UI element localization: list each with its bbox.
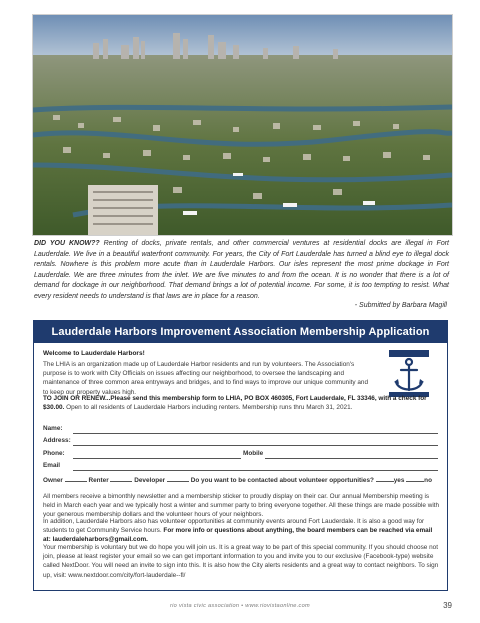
volunteer-text: In addition, Lauderdale Harbors also has volunteer opportunities at community events around Fort Lauderdale. It is also a good way for students to get Community Service hours. — [43, 518, 425, 535]
join-instructions-rest: Open to all residents of Lauderdale Harbors including renters. Membership runs thru March 31, 2021. — [64, 404, 353, 412]
volunteer-question: Do you want to be contacted about volunteer opportunities? — [190, 477, 374, 484]
developer-label: Developer — [134, 477, 166, 484]
renter-label: Renter — [88, 477, 109, 484]
did-you-know-body: Renting of docks, private rentals, and other commercial ventures at residential docks are illegal in Fort Lauderdale. We live in a beautiful waterfront community. For years, the City of Fort Lauderdale has turned a blind eye to illegal dock rentals. Nowhere is this problem more acute than in Lauderdale Harbors. Our isles represent the most prime dockage in Fort Lauderdale. We are three minutes from the inlet. We are five minutes to and from the ocean. It is no wonder that there is a lot of demand for dockage in our neighborhood. That demand brings a lot of potential income. For some, it is too tempting to resist. What every resident needs to understand is that laws are in place for a reason. — [34, 240, 449, 300]
page-number: 39 — [443, 601, 452, 610]
email-label: Email — [43, 462, 61, 469]
email-field[interactable] — [43, 462, 438, 472]
did-you-know-paragraph — [34, 239, 449, 303]
owner-checkbox[interactable] — [65, 475, 87, 482]
no-label: no — [424, 477, 432, 484]
name-line[interactable] — [73, 433, 438, 434]
aerial-photo-graphic — [33, 15, 452, 235]
mobile-label: Mobile — [243, 450, 264, 457]
intro-paragraph: The LHIA is an organization made up of Lauderdale Harbor residents and run by volunteers. The Association's purpose is to work with City Officials on issues affecting our neighborhood, to oversee the landscaping and maintenance of three common area entryways and bridges, and to find ways to improve our unique community and to keep our property values high. — [43, 361, 369, 396]
no-checkbox[interactable] — [406, 475, 424, 482]
volunteer-contact: For more info or questions about anything, the board members can be reached via email at: lauderdaleharbors@gmail.com. — [43, 527, 433, 544]
aerial-photo-fort-lauderdale — [32, 14, 453, 236]
association-logo — [387, 348, 431, 398]
name-label: Name: — [43, 425, 63, 432]
developer-checkbox[interactable] — [167, 475, 189, 482]
yes-checkbox[interactable] — [376, 475, 394, 482]
page-footer: rio vista civic association • www.riovistaonline.com — [169, 603, 311, 609]
phone-line[interactable] — [73, 458, 241, 459]
email-line[interactable] — [73, 470, 438, 471]
mobile-line[interactable] — [265, 458, 438, 459]
address-field[interactable] — [43, 437, 438, 447]
membership-type-row — [43, 475, 443, 484]
phone-label: Phone: — [43, 450, 65, 457]
address-line[interactable] — [73, 445, 438, 446]
renter-checkbox[interactable] — [110, 475, 132, 482]
name-field[interactable] — [43, 425, 438, 435]
yes-label: yes — [393, 477, 405, 484]
owner-label: Owner — [43, 477, 63, 484]
welcome-heading: Welcome to Lauderdale Harbors! — [43, 350, 145, 357]
anchor-icon — [387, 348, 431, 398]
address-label: Address: — [43, 437, 71, 444]
form-title: Lauderdale Harbors Improvement Association Membership Application — [34, 321, 447, 343]
join-instructions — [43, 394, 438, 412]
did-you-know-lead: DID YOU KNOW?? — [34, 240, 100, 247]
newsletter-paragraph: All members receive a bimonthly newsletter and a membership sticker to proudly display on their car. Our annual Membership meeting is held in March each year and we typically host a winter and summer party to bring everyone together. All these things are made possible with your generous membership dollars and the volunteer hours of your neighbors. — [43, 493, 440, 519]
article-signature: - Submitted by Barbara Magill — [354, 302, 447, 309]
membership-application-form — [33, 320, 448, 591]
phone-field[interactable] — [43, 450, 438, 460]
voluntary-membership-paragraph: Your membership is voluntary but we do hope you will join us. It is a great way to be part of this special community. If you should choose not join, please at least register your email so we can get important information to you and invite you to our exclusive (Facebook-type) website called NextDoor. You will need an invite to sign into this. It is also how the City alerts residents and a great way to contact neighbors. To sign up, visit: www.nextdoor.com/city/fort-lauderdale--fl/ — [43, 544, 439, 579]
volunteer-paragraph — [43, 517, 441, 545]
join-instructions-bold: TO JOIN OR RENEW...Please send this membership form to LHIA, PO BOX 460305, Fort Lauderdale, FL 33346, with a check for $30.00. — [43, 395, 427, 412]
